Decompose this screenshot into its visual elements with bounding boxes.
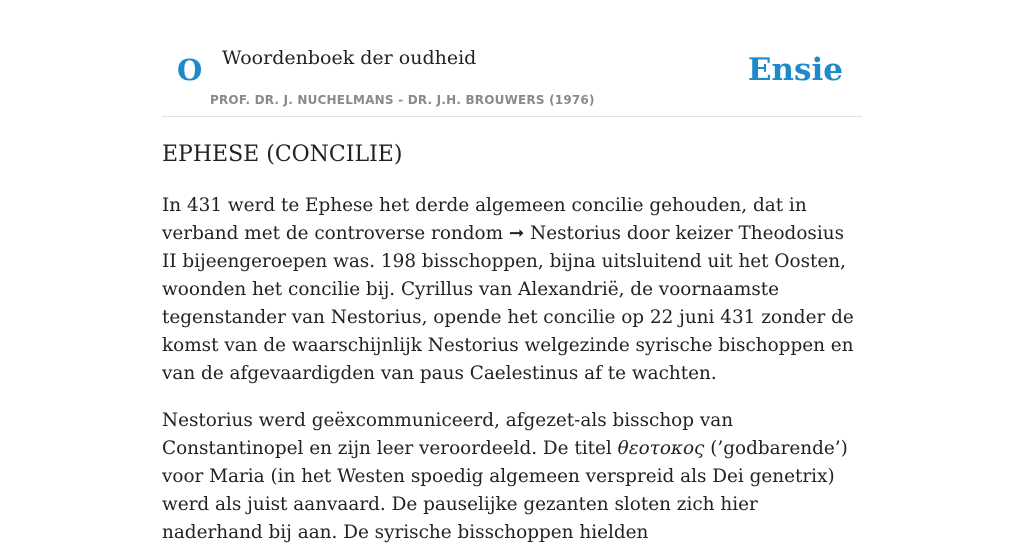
paragraph-text: (’godbarende’) voor Maria (in het Westen spoedig algemeen verspreid als Dei genetrix) werd als juist aanvaard. De pauselijke gezanten sloten zich hier naderhand bij aan. De syrische bisschoppen hielden (162, 438, 848, 543)
entry-paragraph-2 (162, 407, 862, 547)
book-authors: PROF. DR. J. NUCHELMANS - DR. J.H. BROUWERS (1976) (210, 93, 595, 107)
paragraph-text: In 431 werd te Ephese het derde algemeen concilie gehouden, dat in verband met de controverse rondom (162, 195, 807, 244)
cross-reference-arrow-icon: ➞ (508, 223, 525, 244)
paragraph-text: Nestorius door keizer Theodosius II bijeengeroepen was. 198 bisschoppen, bijna uitsluitend uit het Oosten, woonden het concilie bij. Cyrillus van Alexandrië, de voornaamste tegenstander van Nestorius, opende het concilie op 22 juni 431 zonder de komst van de waarschijnlijk Nestorius welgezinde syrische bischoppen en van de afgevaardigden van paus Caelestinus af te wachten. (162, 223, 854, 384)
page-container (162, 0, 862, 543)
page-header (162, 0, 862, 117)
greek-term: θεοτοκος (617, 438, 705, 459)
book-title[interactable]: Woordenboek der oudheid (222, 47, 477, 69)
brand-logo[interactable]: Ensie (747, 52, 843, 88)
entry-paragraph-1 (162, 192, 862, 388)
entry-title: EPHESE (CONCILIE) (162, 142, 403, 167)
paragraph-text: Nestorius werd geëxcommuniceerd, afgezet-als bisschop van Constantinopel en zijn leer veroordeeld. De titel (162, 410, 734, 459)
section-letter[interactable]: O (177, 53, 203, 87)
